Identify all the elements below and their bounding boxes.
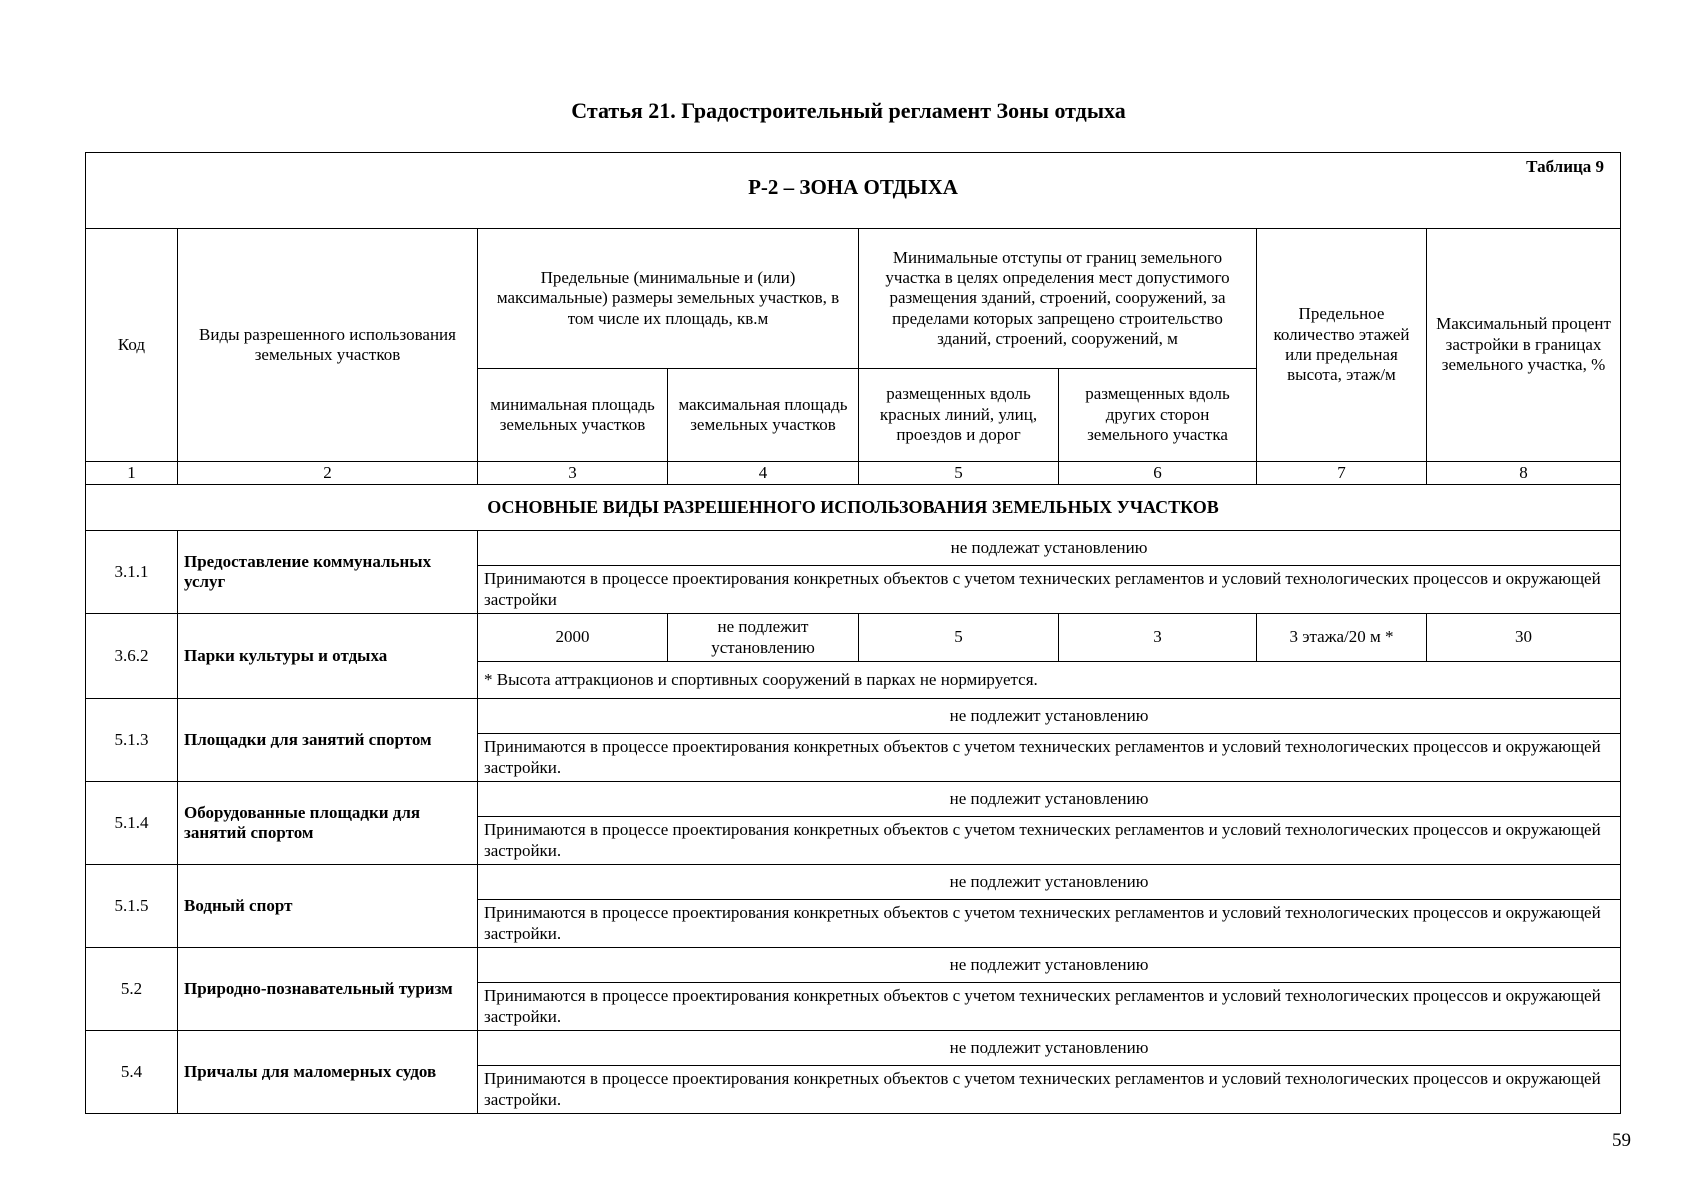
header-min-area: минимальная площадь земельных участков: [478, 369, 668, 462]
row-use-name: Водный спорт: [178, 865, 478, 948]
row-code: 5.4: [86, 1031, 178, 1114]
row-status: не подлежит установлению: [478, 1031, 1621, 1066]
header-max-percent: Максимальный процент застройки в границах земельного участка, %: [1427, 229, 1621, 462]
row-use-name: Причалы для маломерных судов: [178, 1031, 478, 1114]
row-use-name: Предоставление коммунальных услуг: [178, 531, 478, 614]
table-label: Таблица 9: [1526, 157, 1605, 176]
row-note: * Высота аттракционов и спортивных сооружений в парках не нормируется.: [478, 662, 1621, 699]
column-number: 6: [1059, 462, 1257, 485]
page-number: 59: [1612, 1130, 1631, 1151]
row-status: не подлежит установлению: [478, 782, 1621, 817]
header-limit-sizes: Предельные (минимальные и (или) максимальные) размеры земельных участков, в том числе их площадь, кв.м: [478, 229, 859, 369]
row-status: не подлежит установлению: [478, 699, 1621, 734]
column-number: 5: [859, 462, 1059, 485]
regulation-table: [85, 152, 1621, 1114]
row-code: 5.1.3: [86, 699, 178, 782]
row-code: 5.1.5: [86, 865, 178, 948]
row-use-name: Оборудованные площадки для занятий спортом: [178, 782, 478, 865]
row-setback-red: 5: [859, 614, 1059, 662]
row-status: не подлежат установлению: [478, 531, 1621, 566]
column-number: 7: [1257, 462, 1427, 485]
zone-header-cell: [86, 153, 1621, 229]
row-status: не подлежит установлению: [478, 948, 1621, 983]
column-number: 1: [86, 462, 178, 485]
column-number: 2: [178, 462, 478, 485]
row-percent: 30: [1427, 614, 1621, 662]
row-setback-other: 3: [1059, 614, 1257, 662]
row-code: 5.2: [86, 948, 178, 1031]
page-title: Статья 21. Градостроительный регламент Зоны отдыха: [571, 98, 1126, 123]
header-use-types: Виды разрешенного использования земельных участков: [178, 229, 478, 462]
row-status: не подлежит установлению: [478, 865, 1621, 900]
row-note: Принимаются в процессе проектирования конкретных объектов с учетом технических регламентов и условий технологических процессов и окружающей застройки.: [478, 900, 1621, 948]
row-note: Принимаются в процессе проектирования конкретных объектов с учетом технических регламентов и условий технологических процессов и окружающей застройки.: [478, 1066, 1621, 1114]
row-code: 3.1.1: [86, 531, 178, 614]
row-note: Принимаются в процессе проектирования конкретных объектов с учетом технических регламентов и условий технологических процессов и окружающей застройки.: [478, 734, 1621, 782]
row-use-name: Парки культуры и отдыха: [178, 614, 478, 699]
row-note: Принимаются в процессе проектирования конкретных объектов с учетом технических регламентов и условий технологических процессов и окружающей застройки: [478, 566, 1621, 614]
column-number: 4: [668, 462, 859, 485]
row-floors: 3 этажа/20 м *: [1257, 614, 1427, 662]
row-min-area: 2000: [478, 614, 668, 662]
header-setbacks: Минимальные отступы от границ земельного участка в целях определения мест допустимого размещения зданий, строений, сооружений, за пределами которых запрещено строительство зданий, строений, сооружений, м: [859, 229, 1257, 369]
column-number: 8: [1427, 462, 1621, 485]
header-setback-other: размещенных вдоль других сторон земельного участка: [1059, 369, 1257, 462]
row-use-name: Площадки для занятий спортом: [178, 699, 478, 782]
header-max-area: максимальная площадь земельных участков: [668, 369, 859, 462]
row-max-area: не подлежит установлению: [668, 614, 859, 662]
zone-title: Р-2 – ЗОНА ОТДЫХА: [748, 175, 958, 199]
row-use-name: Природно-познавательный туризм: [178, 948, 478, 1031]
row-note: Принимаются в процессе проектирования конкретных объектов с учетом технических регламентов и условий технологических процессов и окружающей застройки.: [478, 817, 1621, 865]
row-code: 3.6.2: [86, 614, 178, 699]
column-number: 3: [478, 462, 668, 485]
row-note: Принимаются в процессе проектирования конкретных объектов с учетом технических регламентов и условий технологических процессов и окружающей застройки.: [478, 983, 1621, 1031]
column-number-row: [86, 462, 1621, 485]
header-setback-red: размещенных вдоль красных линий, улиц, проездов и дорог: [859, 369, 1059, 462]
section-title: ОСНОВНЫЕ ВИДЫ РАЗРЕШЕННОГО ИСПОЛЬЗОВАНИЯ ЗЕМЕЛЬНЫХ УЧАСТКОВ: [86, 485, 1621, 531]
header-floors: Предельное количество этажей или предельная высота, этаж/м: [1257, 229, 1427, 462]
header-code: Код: [86, 229, 178, 462]
row-code: 5.1.4: [86, 782, 178, 865]
